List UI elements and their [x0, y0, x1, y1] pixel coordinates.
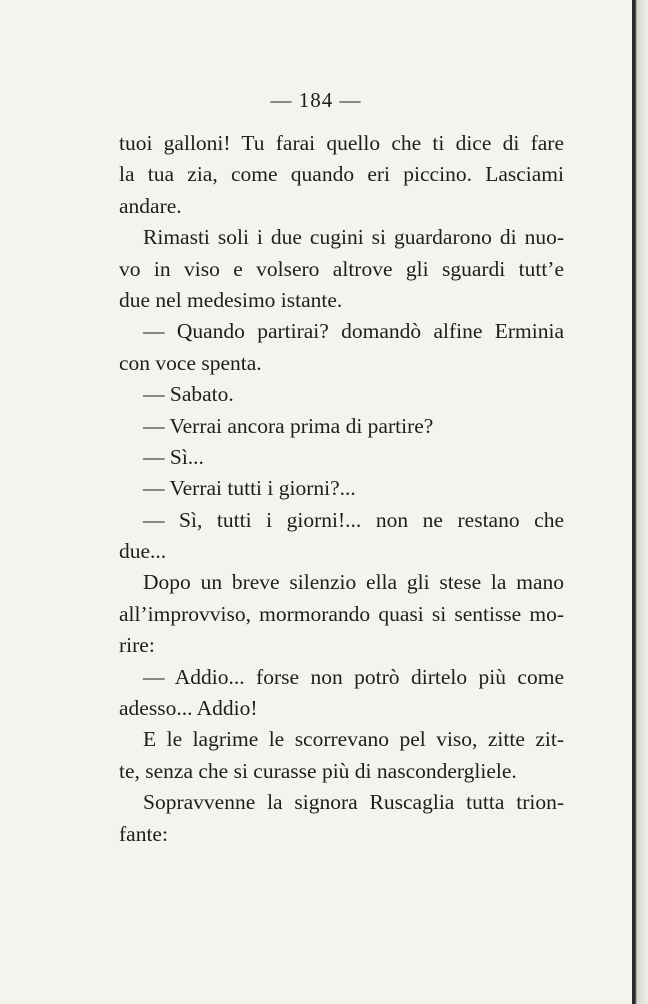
text-line: — Sì... [143, 444, 204, 469]
body-text [119, 128, 564, 850]
text-line: — Verrai tutti i giorni?... [143, 476, 356, 501]
text-line: adesso... Addio! [119, 696, 258, 721]
page-edge-shadow [632, 0, 648, 1004]
text-line: Dopo un breve silenzio ella gli stese la mano [143, 570, 564, 595]
text-line: — Verrai ancora prima di partire? [143, 413, 434, 438]
text-line: vo in viso e volsero altrove gli sguardi tutt’e [119, 256, 564, 281]
text-line: due... [119, 539, 167, 564]
text-line: rire: [119, 633, 155, 658]
text-line: — Sabato. [143, 382, 234, 407]
text-line: all’improvviso, mormorando quasi si sentisse mo- [119, 601, 564, 626]
text-line: due nel medesimo istante. [119, 287, 343, 312]
text-line: tuoi galloni! Tu farai quello che ti dice di fare [119, 131, 564, 155]
text-line: Rimasti soli i due cugini si guardarono di nuo- [143, 225, 564, 250]
text-line: fante: [119, 821, 168, 846]
text-line: — Addio... forse non potrò dirtelo più come [143, 664, 564, 689]
text-line: — Sì, tutti i giorni!... non ne restano che [143, 507, 564, 532]
text-line: — Quando partirai? domandò alfine Erminia [143, 319, 564, 344]
text-line: andare. [119, 193, 182, 218]
text-line: Sopravvenne la signora Ruscaglia tutta trion- [143, 790, 564, 815]
text-line: con voce spenta. [119, 350, 262, 375]
page-number: — 184 — [270, 88, 362, 112]
text-line: la tua zia, come quando eri piccino. Lasciami [119, 162, 564, 187]
text-line: E le lagrime le scorrevano pel viso, zitte zit- [143, 727, 564, 752]
text-line: te, senza che si curasse più di nascondergliele. [119, 758, 517, 783]
